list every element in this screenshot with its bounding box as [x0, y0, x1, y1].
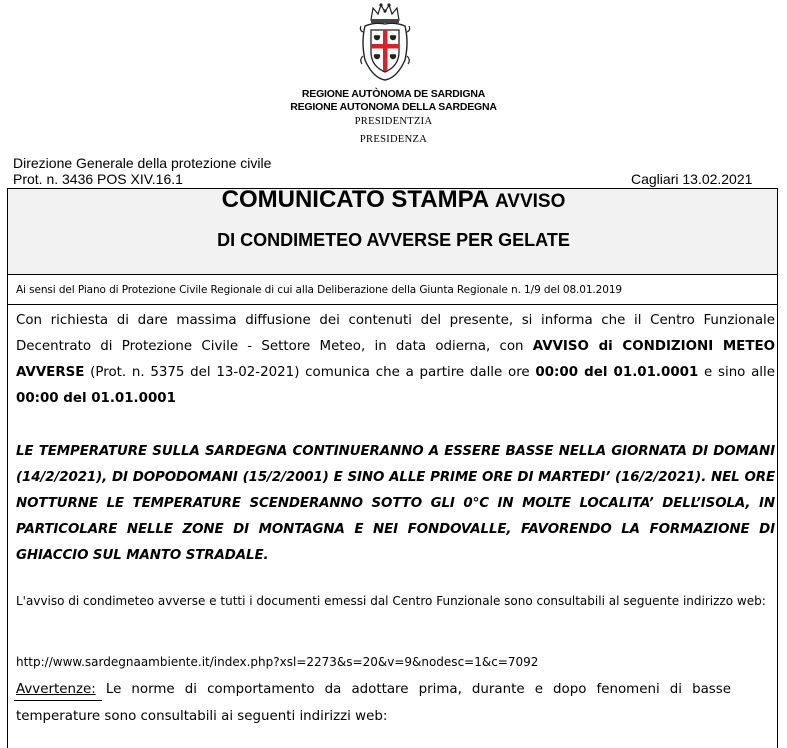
- weather-alert-text: LE TEMPERATURE SULLA SARDEGNA CONTINUERANNO A ESSERE BASSE NELLA GIORNATA DI DOMANI (14/2/2021), DI DOPODOMANI (15/2/2001) E SINO ALLE PRIME ORE DI MARTEDI’ (16/2/2021). NEL ORE NOTTURNE LE TEMPERATURE SCENDERANNO SOTTO GLI 0°C IN MOLTE LOCALITA’ DELL’ISOLA, IN PARTICOLARE NELLE ZONE DI MONTAGNA E NEI FONDOVALLE, FAVORENDO LA FORMAZIONE DI GHIACCIO SUL MANTO STRADALE.: [16, 444, 775, 563]
- warnings-text: Le norme di comportamento da adottare prima, durante e dopo fenomeni di basse temperature sono consultabili ai seguenti indirizzi web:: [16, 682, 731, 724]
- press-release-subtitle: DI CONDIMETEO AVVERSE PER GELATE: [217, 230, 570, 250]
- letterhead-presidentzia: PRESIDENTZIA: [354, 116, 433, 127]
- regulation-reference: Ai sensi del Piano di Protezione Civile Regionale di cui alla Deliberazione della Giunta Regionale n. 1/9 del 08.01.2019: [16, 284, 622, 296]
- intro-end-time: 00:00 del 01.01.0001: [16, 391, 176, 406]
- letterhead-line-italian: REGIONE AUTONOMA DELLA SARDEGNA: [290, 101, 497, 113]
- intro-start-time: 00:00 del 01.01.0001: [535, 365, 699, 380]
- warnings-label: Avvertenze:: [16, 682, 96, 697]
- intro-text-2: (Prot. n. 5375 del 13-02-2021) comunica che a partire dalle ore: [84, 365, 536, 380]
- place-date: Cagliari 13.02.2021: [631, 171, 753, 187]
- warnings-paragraph: [16, 676, 731, 730]
- title-main: COMUNICATO STAMPA: [221, 186, 489, 213]
- department-name: Direzione Generale della protezione civile: [13, 155, 272, 171]
- intro-bold-alert: AVVISO di CONDIZIONI METEO AVVERSE: [16, 339, 775, 380]
- web-availability-paragraph: L'avviso di condimeteo avverse e tutti i documenti emessi dal Centro Funzionale sono consultabili al seguente indirizzo web:: [16, 594, 766, 608]
- letterhead-presidenza: PRESIDENZA: [359, 134, 428, 145]
- sardinia-emblem-icon: [359, 2, 411, 82]
- intro-text-1: Con richiesta di dare massima diffusione dei contenuti del presente, si informa che il Centro Funzionale Decentrato di Protezione Civile - Settore Meteo, in data odierna, con: [16, 313, 775, 354]
- warnings-divider: [14, 700, 102, 701]
- intro-paragraph: [16, 308, 775, 412]
- intro-text-3: e sino alle: [698, 365, 775, 380]
- title-suffix: AVVISO: [494, 191, 566, 212]
- sardegna-ambiente-link[interactable]: http://www.sardegnaambiente.it/index.php?xsl=2273&s=20&v=9&nodesc=1&c=7092: [16, 655, 539, 669]
- press-release-title: [0, 186, 787, 214]
- letterhead-line-sardinian: REGIONE AUTÒNOMA DE SARDIGNA: [301, 88, 486, 100]
- protocol-number: Prot. n. 3436 POS XIV.16.1: [13, 171, 183, 187]
